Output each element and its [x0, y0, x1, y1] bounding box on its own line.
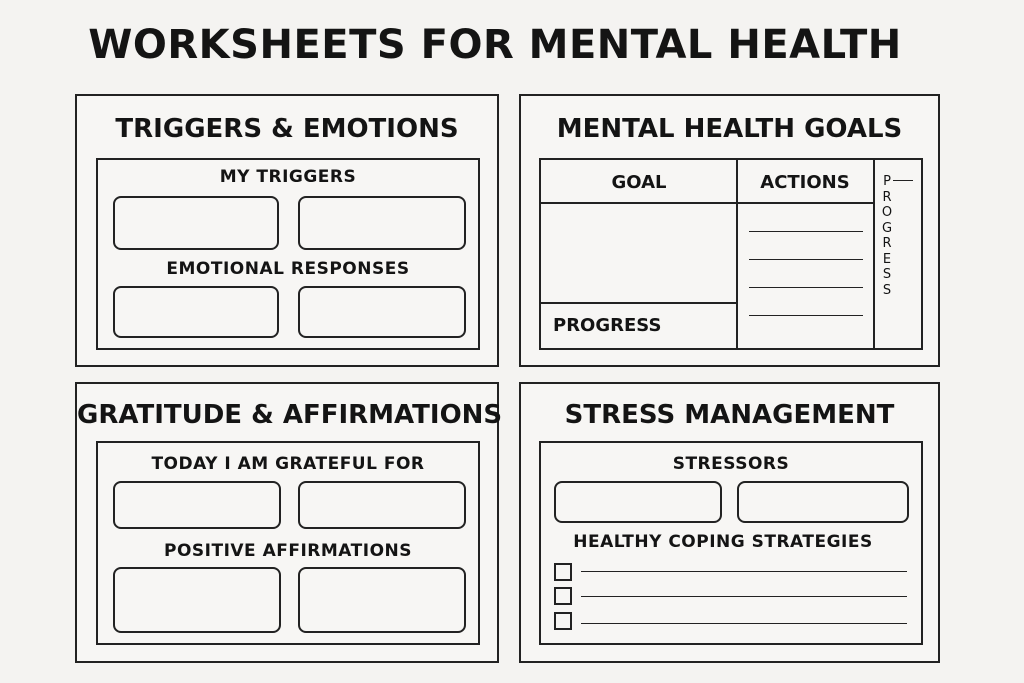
action-line-3[interactable] [749, 287, 863, 288]
trigger-field-2[interactable] [298, 196, 466, 250]
grateful-field-2[interactable] [298, 481, 466, 529]
coping-checkbox-2[interactable] [554, 587, 572, 605]
progress-column-mark [893, 180, 913, 181]
emotional-responses-label: EMOTIONAL RESPONSES [166, 259, 410, 279]
emotional-response-field-2[interactable] [298, 286, 466, 338]
mental-health-goals-card [519, 94, 940, 367]
positive-affirmations-label: POSITIVE AFFIRMATIONS [164, 541, 412, 561]
goals-progress-rule [541, 302, 737, 304]
stress-management-title: STRESS MANAGEMENT [564, 400, 895, 430]
triggers-emotions-title: TRIGGERS & EMOTIONS [115, 114, 459, 144]
affirmation-field-1[interactable] [113, 567, 281, 633]
action-line-1[interactable] [749, 231, 863, 232]
progress-vertical-label: PROGRESS [881, 174, 893, 298]
coping-checkbox-3[interactable] [554, 612, 572, 630]
coping-line-3[interactable] [581, 623, 907, 624]
goal-column-header: GOAL [611, 172, 667, 193]
coping-line-1[interactable] [581, 571, 907, 572]
gratitude-affirmations-card [75, 382, 503, 663]
stressors-label: STRESSORS [672, 454, 790, 474]
my-triggers-label: MY TRIGGERS [219, 167, 357, 187]
stressor-field-2[interactable] [737, 481, 909, 523]
stress-management-card [519, 382, 940, 663]
stressor-field-1[interactable] [554, 481, 722, 523]
triggers-emotions-panel [96, 158, 480, 350]
goals-table [539, 158, 923, 350]
goal-progress-label: PROGRESS [553, 315, 662, 336]
grateful-for-label: TODAY I AM GRATEFUL FOR [151, 454, 425, 474]
action-line-2[interactable] [749, 259, 863, 260]
triggers-emotions-card [75, 94, 499, 367]
stress-panel [539, 441, 923, 645]
trigger-field-1[interactable] [113, 196, 279, 250]
gratitude-panel [96, 441, 480, 645]
goals-header-rule [541, 202, 875, 204]
affirmation-field-2[interactable] [298, 567, 466, 633]
grateful-field-1[interactable] [113, 481, 281, 529]
coping-strategies-label: HEALTHY COPING STRATEGIES [573, 532, 873, 552]
page-title: WORKSHEETS FOR MENTAL HEALTH [88, 22, 902, 68]
actions-column-header: ACTIONS [760, 172, 850, 193]
mental-health-goals-title: MENTAL HEALTH GOALS [556, 114, 903, 144]
emotional-response-field-1[interactable] [113, 286, 279, 338]
goals-divider-2 [873, 160, 875, 348]
gratitude-affirmations-title: GRATITUDE & AFFIRMATIONS [77, 400, 503, 430]
action-line-4[interactable] [749, 315, 863, 316]
coping-line-2[interactable] [581, 596, 907, 597]
coping-checkbox-1[interactable] [554, 563, 572, 581]
